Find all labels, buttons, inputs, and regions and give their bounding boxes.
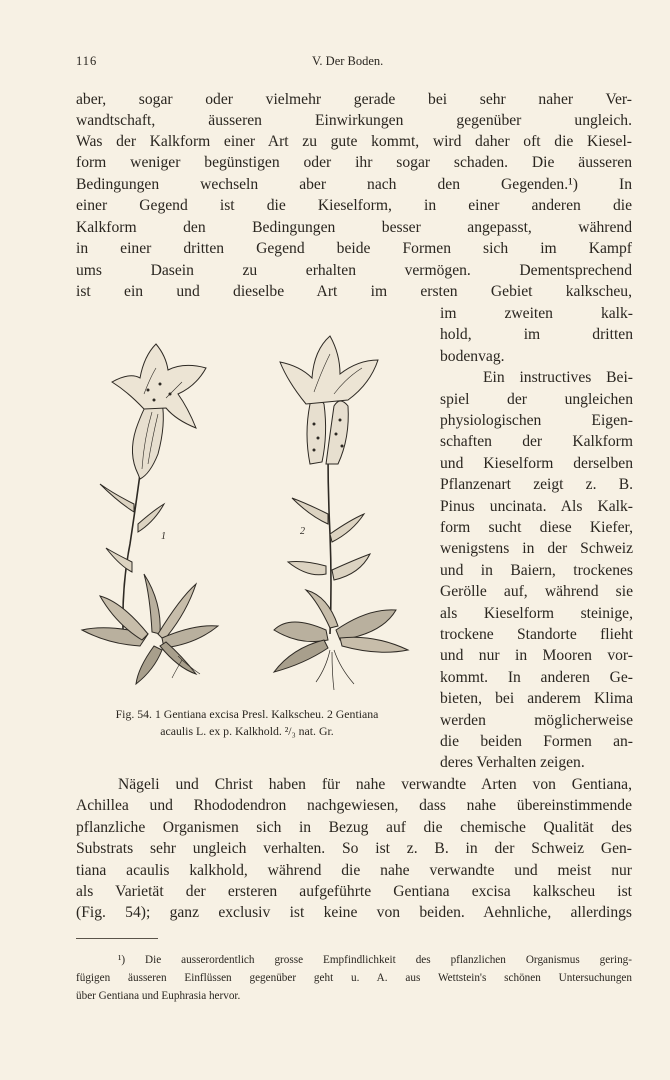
footnote-line: ¹) Die ausserordentlich grosse Empfindlichkeit des pflanzlichen Organismus gering-: [118, 954, 632, 966]
footnote-divider: [76, 938, 158, 939]
column-line: Gerölle auf, während sie: [440, 583, 633, 600]
column-line: hold, im dritten: [440, 326, 633, 343]
text-line: einer Gegend ist die Kieselform, in einer anderen die: [76, 197, 632, 214]
footnote-line: fügigen äusseren Einflüssen gegenüber geht u. A. aus Wettstein's schönen Untersuchungen: [76, 972, 632, 984]
text-line: aber, sogar oder vielmehr gerade bei sehr naher Ver-: [76, 91, 632, 108]
text-line: Bedingungen wechseln aber nach den Gegenden.¹) In: [76, 176, 632, 193]
text-line: Nägeli und Christ haben für nahe verwandte Arten von Gentiana,: [118, 776, 632, 793]
column-line: trockene Standorte flieht: [440, 626, 633, 643]
text-line: Achillea und Rhododendron nachgewiesen, dass nahe übereinstimmende: [76, 797, 632, 814]
running-title: V. Der Boden.: [312, 54, 384, 68]
text-line: Was der Kalkform einer Art zu gute kommt, wird daher oft die Kiesel-: [76, 133, 632, 150]
column-line: Pflanzenart zeigt z. B.: [440, 476, 633, 493]
gentiana-illustration: [78, 334, 418, 704]
plant-1-drawing: [82, 344, 218, 684]
text-line: ist ein und dieselbe Art im ersten Gebiet kalkscheu,: [76, 283, 632, 300]
column-line: bodenvag.: [440, 348, 505, 365]
column-line: physiologischen Eigen-: [440, 412, 633, 429]
figure-caption-line: acaulis L. ex p. Kalkhold. ²/₃ nat. Gr.: [160, 724, 334, 738]
column-line: als Kieselform steinige,: [440, 605, 633, 622]
text-line: pflanzliche Organismen sich in Bezug auf die chemische Qualität des: [76, 819, 632, 836]
column-line: bieten, bei anderem Klima: [440, 690, 633, 707]
column-line: spiel der ungleichen: [440, 391, 633, 408]
text-line: form weniger begünstigen oder ihr sogar schaden. Die äusseren: [76, 154, 632, 171]
text-line: (Fig. 54); ganz exclusiv ist keine von beiden. Aehnliche, allerdings: [76, 904, 632, 921]
column-line: die beiden Formen an-: [440, 733, 633, 750]
text-line: in einer dritten Gegend beide Formen sich im Kampf: [76, 240, 632, 257]
text-line: tiana acaulis kalkhold, während die nahe verwandte und meist nur: [76, 862, 632, 879]
column-line: werden möglicherweise: [440, 712, 633, 729]
plant-2-drawing: [274, 336, 408, 690]
column-line: deres Verhalten zeigen.: [440, 754, 585, 771]
figure-label-2: 2: [300, 526, 305, 537]
text-line: Kalkform den Bedingungen besser angepasst, während: [76, 219, 632, 236]
column-line: Ein instructives Bei-: [483, 369, 633, 386]
column-line: kommt. In anderen Ge-: [440, 669, 633, 686]
column-line: Pinus uncinata. Als Kalk-: [440, 498, 633, 515]
figure-label-1: 1: [161, 531, 166, 542]
column-line: und Kieselform derselben: [440, 455, 633, 472]
column-line: wenigstens in der Schweiz: [440, 540, 633, 557]
page-number: 116: [76, 54, 98, 68]
footnote-line: über Gentiana und Euphrasia hervor.: [76, 990, 241, 1002]
figure-caption-line: Fig. 54. 1 Gentiana excisa Presl. Kalkscheu. 2 Gentiana: [115, 707, 379, 721]
text-line: Substrats sehr ungleich verhalten. So ist z. B. in der Schweiz Gen-: [76, 840, 632, 857]
page-header: [76, 54, 632, 74]
column-line: im zweiten kalk-: [440, 305, 633, 322]
figure-gentiana: [78, 334, 418, 704]
column-line: form sucht diese Kiefer,: [440, 519, 633, 536]
column-line: und nur in Mooren vor-: [440, 647, 633, 664]
text-line: als Varietät der ersteren aufgeführte Gentiana excisa kalkscheu ist: [76, 883, 632, 900]
text-line: ums Dasein zu erhalten vermögen. Dementsprechend: [76, 262, 632, 279]
text-line: wandtschaft, äusseren Einwirkungen gegenüber ungleich.: [76, 112, 632, 129]
column-line: schaften der Kalkform: [440, 433, 633, 450]
column-line: und in Baiern, trockenes: [440, 562, 633, 579]
